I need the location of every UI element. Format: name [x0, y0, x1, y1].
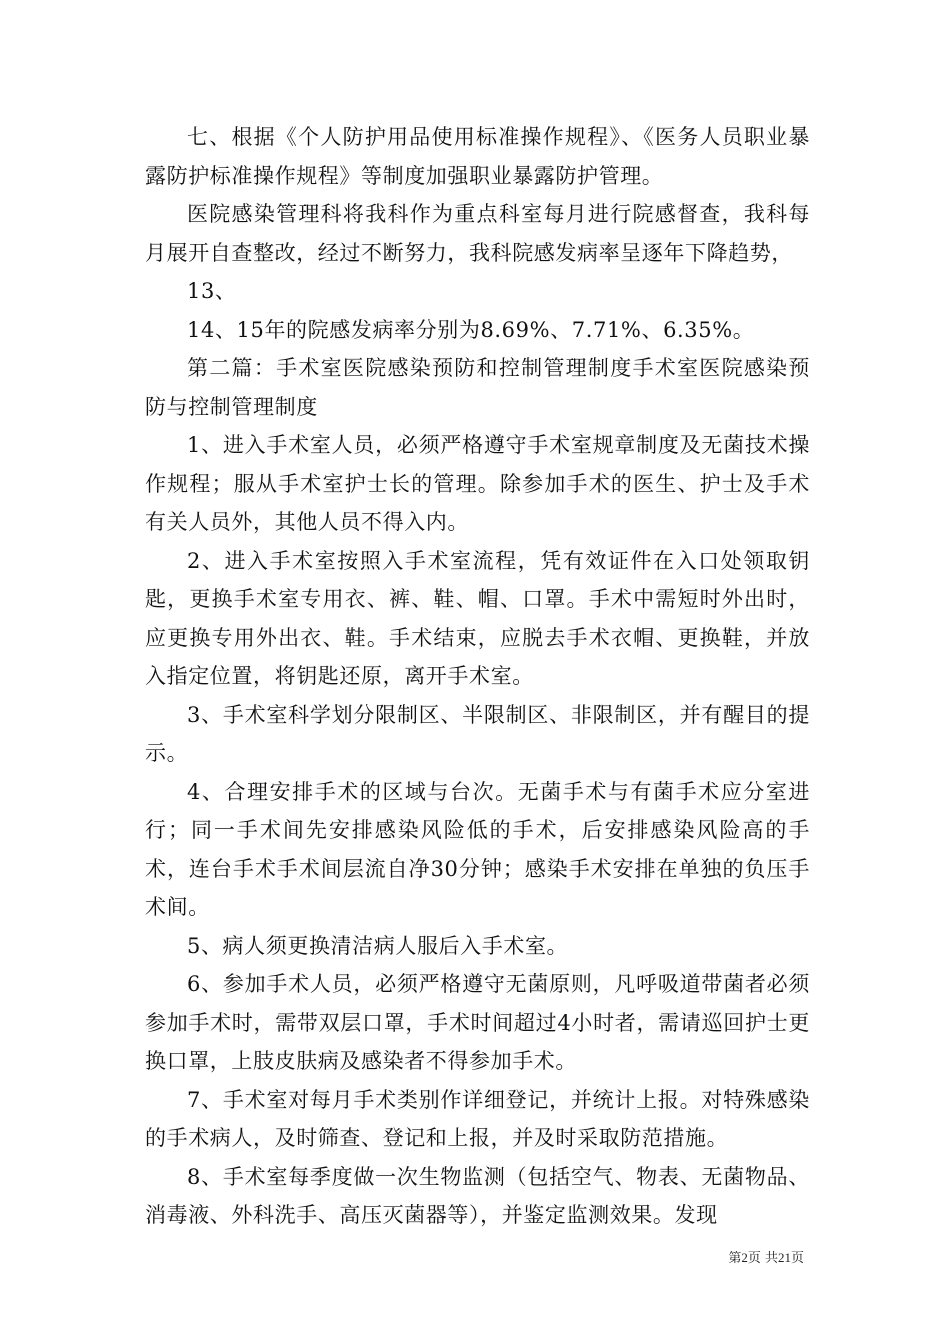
footer-total-pages: 21 [777, 1250, 791, 1265]
paragraph: 4、合理安排手术的区域与台次。无菌手术与有菌手术应分室进行；同一手术间先安排感染风险低的手术，后安排感染风险高的手术，连台手术手术间层流自净30分钟；感染手术安排在单独的负压手术间。 [145, 779, 810, 919]
paragraph: 8、手术室每季度做一次生物监测（包括空气、物表、无菌物品、消毒液、外科洗手、高压灭菌器等），并鉴定监测效果。发现 [145, 1164, 810, 1227]
footer-middle: 页 共 [747, 1251, 778, 1266]
document-body [145, 118, 810, 1235]
footer-prefix: 第 [728, 1251, 742, 1266]
footer-page-number: 2 [741, 1250, 748, 1265]
paragraph: 2、进入手术室按照入手术室流程，凭有效证件在入口处领取钥匙，更换手术室专用衣、裤、鞋、帽、口罩。手术中需短时外出时，应更换专用外出衣、鞋。手术结束，应脱去手术衣帽、更换鞋，并放入指定位置，将钥匙还原，离开手术室。 [145, 548, 810, 688]
page-footer [728, 1247, 804, 1266]
paragraph: 医院感染管理科将我科作为重点科室每月进行院感督查，我科每月展开自查整改，经过不断努力，我科院感发病率呈逐年下降趋势， [145, 202, 810, 265]
paragraph: 第二篇：手术室医院感染预防和控制管理制度手术室医院感染预防与控制管理制度 [145, 356, 810, 419]
paragraph: 5、病人须更换清洁病人服后入手术室。 [187, 933, 569, 958]
paragraph: 7、手术室对每月手术类别作详细登记，并统计上报。对特殊感染的手术病人，及时筛查、登记和上报，并及时采取防范措施。 [145, 1087, 810, 1150]
paragraph: 14、15年的院感发病率分别为8.69%、7.71%、6.35%。 [187, 317, 755, 342]
paragraph: 七、根据《个人防护用品使用标准操作规程》、《医务人员职业暴露防护标准操作规程》等制度加强职业暴露防护管理。 [145, 125, 810, 188]
paragraph: 13、 [187, 279, 237, 303]
paragraph: 6、参加手术人员，必须严格遵守无菌原则，凡呼吸道带菌者必须参加手术时，需带双层口罩，手术时间超过4小时者，需请巡回护士更换口罩，上肢皮肤病及感染者不得参加手术。 [145, 972, 810, 1073]
footer-suffix: 页 [790, 1251, 804, 1266]
paragraph: 1、进入手术室人员，必须严格遵守手术室规章制度及无菌技术操作规程；服从手术室护士长的管理。除参加手术的医生、护士及手术有关人员外，其他人员不得入内。 [145, 433, 810, 534]
paragraph: 3、手术室科学划分限制区、半限制区、非限制区，并有醒目的提示。 [145, 702, 810, 765]
